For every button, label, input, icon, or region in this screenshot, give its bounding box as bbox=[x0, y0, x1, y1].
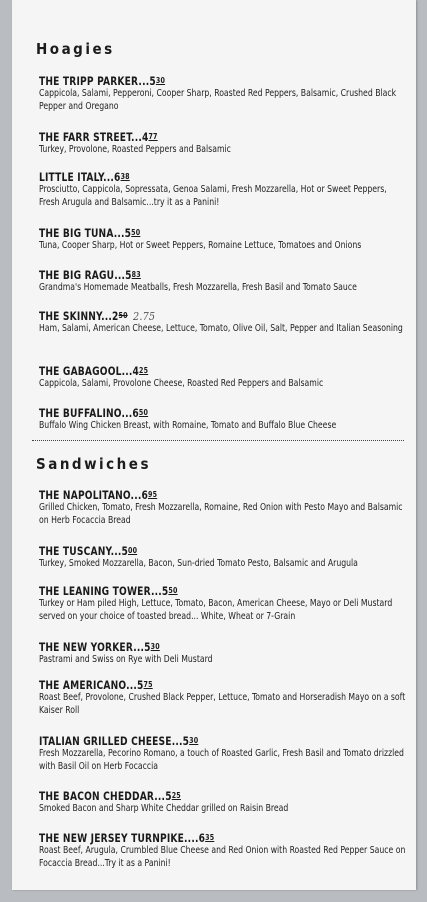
item-description: Smoked Bacon and Sharp White Cheddar grilled on Raisin Bread bbox=[39, 803, 289, 814]
item-name: THE BACON CHEDDAR...5$^{25}$ bbox=[39, 789, 181, 803]
menu-item bbox=[39, 406, 409, 433]
item-name: THE NEW YORKER...5$^{30}$ bbox=[39, 640, 160, 654]
item-description: Prosciutto, Cappicola, Sopressata, Genoa Salami, Fresh Mozzarella, Hot or Sweet Peppers, Fresh Arugula and Balsamic...try it as a Panini! bbox=[39, 184, 387, 208]
item-description: Roast Beef, Arugula, Crumbled Blue Cheese and Red Onion with Roasted Red Pepper Sauce on Focaccia Bread...Try it as a Panini! bbox=[39, 845, 406, 869]
item-description: Roast Beef, Provolone, Crushed Black Pepper, Lettuce, Tomato and Horseradish Mayo on a soft Kaiser Roll bbox=[39, 692, 406, 716]
item-description: Cappicola, Salami, Pepperoni, Cooper Sharp, Roasted Red Peppers, Balsamic, Crushed Black Pepper and Oregano bbox=[39, 88, 397, 112]
menu-item bbox=[39, 364, 409, 391]
item-name: THE SKINNY...2$^{50}$ 2.75 bbox=[39, 309, 156, 323]
menu-item bbox=[39, 584, 409, 623]
item-description: Fresh Mozzarella, Pecorino Romano, a touch of Roasted Garlic, Fresh Basil and Tomato drizzled with Basil Oil on Herb Focaccia bbox=[39, 748, 404, 772]
sandwiches-heading: Sandwiches bbox=[36, 455, 151, 473]
item-name: THE NAPOLITANO...6$^{95}$ bbox=[39, 488, 158, 502]
item-name: THE TRIPP PARKER...5$^{30}$ bbox=[39, 74, 166, 88]
item-description: Grilled Chicken, Tomato, Fresh Mozzarella, Romaine, Red Onion with Pesto Mayo and Balsamic on Herb Focaccia Bread bbox=[39, 502, 403, 526]
menu-page bbox=[12, 0, 416, 890]
item-name: THE BIG RAGU...5$^{83}$ bbox=[39, 268, 141, 282]
menu-item bbox=[39, 170, 409, 209]
item-name: THE NEW JERSEY TURNPIKE....6$^{35}$ bbox=[39, 831, 215, 845]
item-description: Turkey, Smoked Mozzarella, Bacon, Sun-dried Tomato Pesto, Balsamic and Arugula bbox=[39, 558, 358, 569]
menu-item bbox=[39, 544, 409, 571]
item-name: THE GABAGOOL...4$^{25}$ bbox=[39, 364, 149, 378]
item-description: Turkey or Ham piled High, Lettuce, Tomato, Bacon, American Cheese, Mayo or Deli Mustard served on your choice of toasted bread... White, Wheat or 7-Grain bbox=[39, 598, 393, 622]
item-description: Cappicola, Salami, Provolone Cheese, Roasted Red Peppers and Balsamic bbox=[39, 378, 324, 389]
item-description: Pastrami and Swiss on Rye with Deli Mustard bbox=[39, 654, 213, 665]
item-name: THE TUSCANY...5$^{00}$ bbox=[39, 544, 138, 558]
item-name: THE BUFFALINO...6$^{50}$ bbox=[39, 406, 149, 420]
menu-item bbox=[39, 789, 409, 816]
item-description: Grandma's Homemade Meatballs, Fresh Mozzarella, Fresh Basil and Tomato Sauce bbox=[39, 282, 357, 293]
menu-item bbox=[39, 130, 409, 157]
menu-item bbox=[39, 640, 409, 667]
item-description: Tuna, Cooper Sharp, Hot or Sweet Peppers, Romaine Lettuce, Tomatoes and Onions bbox=[39, 240, 362, 251]
item-name: LITTLE ITALY...6$^{38}$ bbox=[39, 170, 130, 184]
menu-item bbox=[39, 488, 409, 527]
menu-item bbox=[39, 734, 409, 773]
item-name: ITALIAN GRILLED CHEESE...5$^{30}$ bbox=[39, 734, 199, 748]
hoagies-heading: Hoagies bbox=[36, 40, 115, 58]
section-divider bbox=[32, 440, 404, 441]
item-description: Ham, Salami, American Cheese, Lettuce, Tomato, Olive Oil, Salt, Pepper and Italian Seasoning bbox=[39, 323, 403, 334]
menu-item bbox=[39, 309, 409, 336]
menu-item bbox=[39, 831, 409, 870]
item-name: THE BIG TUNA...5$^{50}$ bbox=[39, 226, 141, 240]
menu-item bbox=[39, 74, 409, 113]
menu-item bbox=[39, 226, 409, 253]
item-description: Buffalo Wing Chicken Breast, with Romaine, Tomato and Buffalo Blue Cheese bbox=[39, 420, 337, 431]
menu-item bbox=[39, 678, 409, 717]
item-name: THE LEANING TOWER...5$^{50}$ bbox=[39, 584, 178, 598]
item-description: Turkey, Provolone, Roasted Peppers and Balsamic bbox=[39, 144, 231, 155]
item-name: THE FARR STREET...4$^{77}$ bbox=[39, 130, 158, 144]
handwritten-price-note: 2.75 bbox=[133, 310, 156, 323]
menu-item bbox=[39, 268, 409, 295]
item-name: THE AMERICANO...5$^{75}$ bbox=[39, 678, 153, 692]
